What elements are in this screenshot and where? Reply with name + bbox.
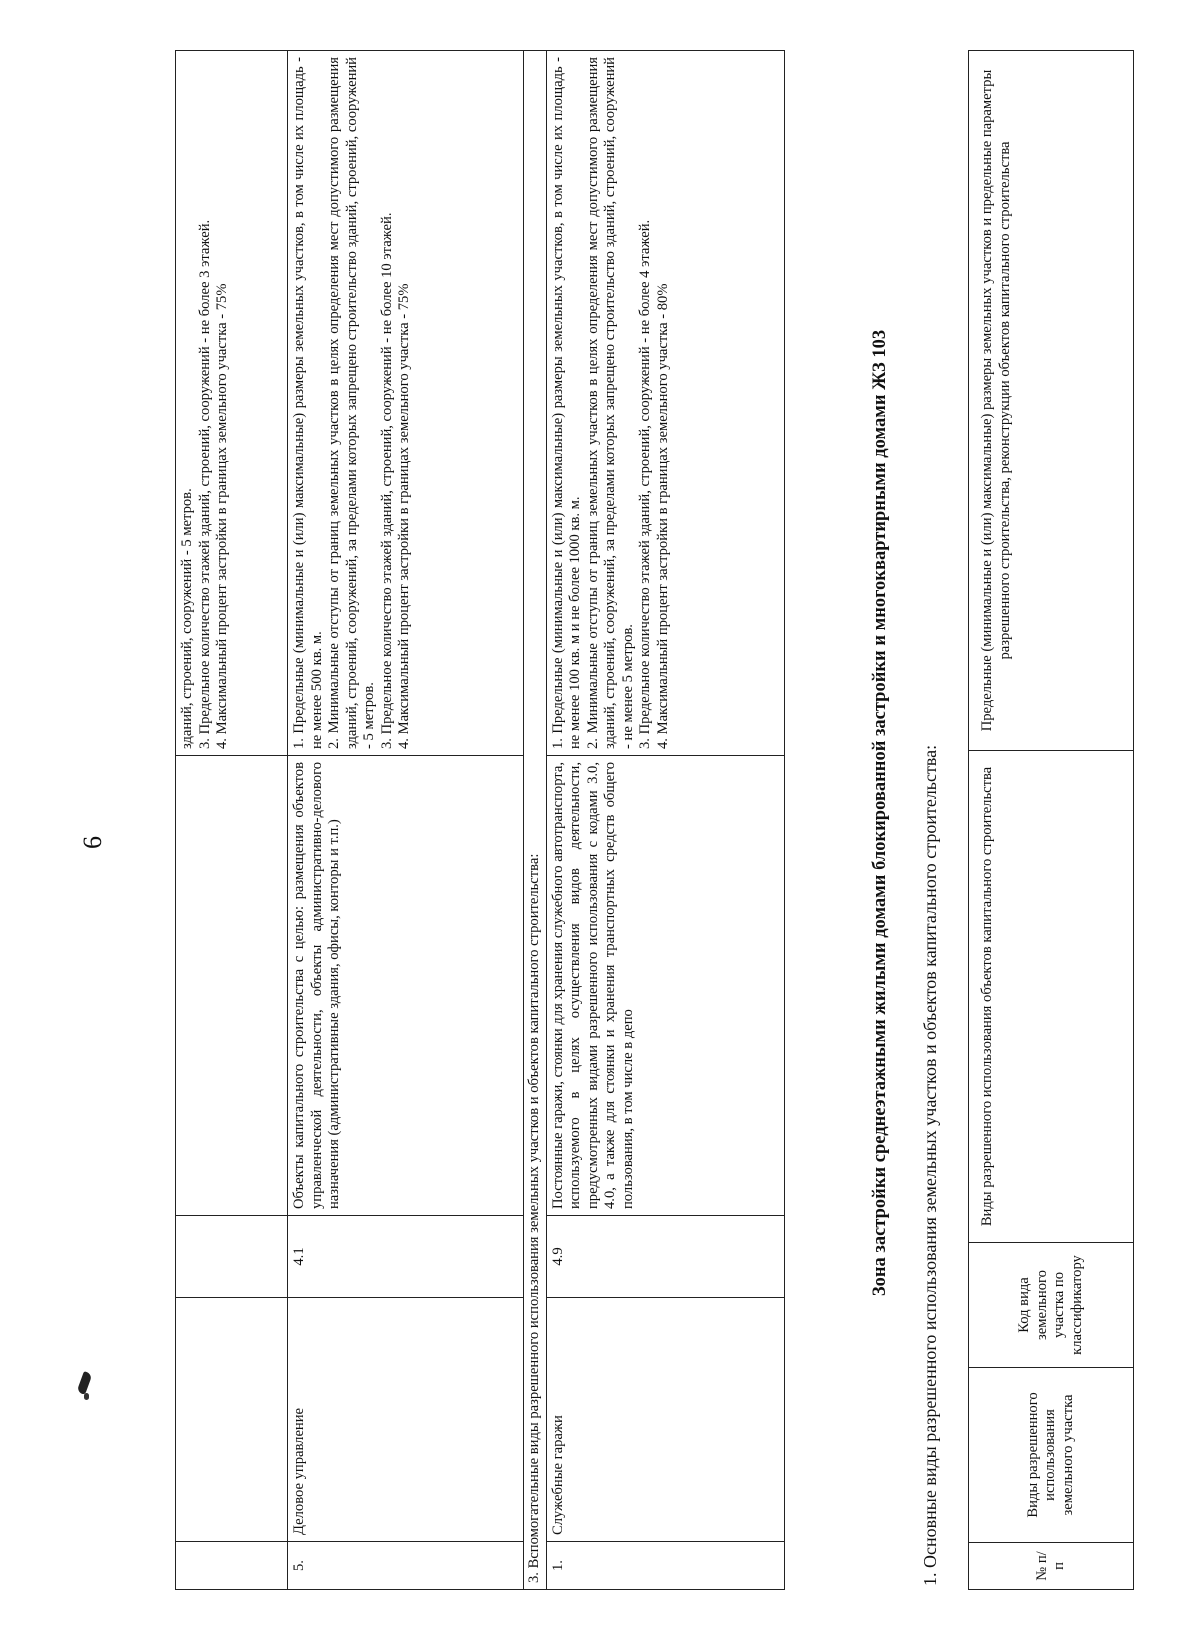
table-row-garages	[546, 51, 784, 1590]
param-line: 3. Предельное количество этажей зданий, строений, сооружений - не более 4 этажей.	[637, 219, 653, 749]
header-params: Предельные (минимальные и (или) максимальные) размеры земельных участков и предельные параметры разрешенного строительства, реконструкции объектов капитального строительства	[969, 51, 1134, 751]
section-header-row	[524, 51, 547, 1590]
param-line: 2. Минимальные отступы от границ земельных участков в целях определения мест допустимого размещения зданий, строений, сооружений, за пределами которых запрещено строительство зданий, строений, сооружений - 5 метров.	[326, 57, 377, 749]
param-line: 2. Минимальные отступы от границ земельных участков в целях определения мест допустимого размещения зданий, строений, сооружений, за пределами которых запрещено строительство зданий, строений, сооружений - не менее 5 метров.	[584, 57, 636, 749]
use-description: Постоянные гаражи, стоянки для хранения служебного автотранспорта, используемого в целях осуществления видов деятельности, предусмотренных видами разрешенного использования с кодами 3.0, 4.0, а также для стоянки и хранения транспортных средств общего пользования, в том числе в депо	[546, 756, 784, 1216]
param-line: 1. Предельные (минимальные и (или) максимальные) размеры земельных участков, в том числе их площадь - не менее 100 кв. м и не более 1000 кв. м.	[549, 57, 583, 749]
param-line: 4. Максимальный процент застройки в границах земельного участка - 75%	[214, 283, 230, 749]
header-code: Код вида земельного участка по классификатору	[969, 1243, 1134, 1368]
param-line: зданий, строений, сооружений - 5 метров.	[179, 488, 195, 749]
section-header: 3. Вспомогательные виды разрешенного использования земельных участков и объектов капитального строительства:	[524, 51, 547, 1590]
ink-mark-dot	[84, 1393, 89, 1400]
row-number: 5.	[288, 1542, 524, 1590]
section-intro: 1. Основные виды разрешенного использования земельных участков и объектов капитального строительства:	[920, 744, 940, 1586]
page-number: 6	[78, 836, 107, 849]
cell-desc	[176, 756, 288, 1216]
param-line: 1. Предельные (минимальные и (или) максимальные) размеры земельных участков, в том числе их площадь - не менее 500 кв. м.	[291, 57, 325, 749]
param-line: 4. Максимальный процент застройки в границах земельного участка - 80%	[654, 283, 671, 749]
use-description: Объекты капитального строительства с целью: размещения объектов управленческой деятельности, объекты административно-делового назначения (административные здания, офисы, конторы и т.п.)	[288, 756, 524, 1216]
cell-params	[288, 51, 524, 756]
regulations-table-header	[968, 50, 1134, 1590]
cell-num	[176, 1542, 288, 1590]
param-line: 4. Максимальный процент застройки в границах земельного участка - 75%	[396, 283, 412, 749]
use-name: Деловое управление	[288, 1298, 524, 1542]
use-code: 4.9	[546, 1216, 784, 1298]
header-desc: Виды разрешенного использования объектов капитального строительства	[969, 751, 1134, 1243]
param-line: 3. Предельное количество этажей зданий, строений, сооружений - не более 10 этажей.	[378, 212, 395, 749]
ink-mark	[77, 1371, 93, 1395]
regulations-table-continued	[175, 50, 785, 1590]
cell-params	[176, 51, 288, 756]
row-number: 1.	[546, 1542, 784, 1590]
zone-title: Зона застройки среднеэтажными жилыми домами блокированной застройки и многоквартирными домами ЖЗ 103	[870, 329, 890, 1297]
cell-code	[176, 1216, 288, 1298]
header-name: Виды разрешенного использования земельного участка	[969, 1368, 1134, 1543]
cell-name	[176, 1298, 288, 1542]
table-row-continuation	[176, 51, 288, 1590]
use-code: 4.1	[288, 1216, 524, 1298]
header-num: № п/п	[969, 1543, 1134, 1590]
cell-params	[546, 51, 784, 756]
table-row-business	[288, 51, 524, 1590]
param-line: 3. Предельное количество этажей зданий, строений, сооружений - не более 3 этажей.	[196, 219, 213, 749]
table-header-row	[969, 51, 1134, 1590]
use-name: Служебные гаражи	[546, 1298, 784, 1542]
